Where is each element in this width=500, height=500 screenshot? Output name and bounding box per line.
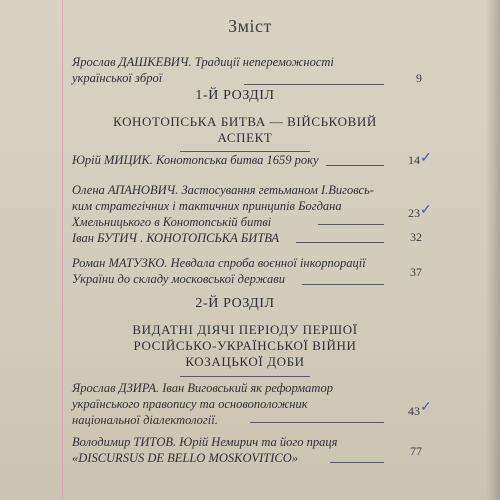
entry-title-line: ким стратегічних і тактичних принципів Богдана	[72, 199, 342, 213]
entry-author: Юрій МИЦИК.	[72, 153, 153, 167]
section-divider	[180, 376, 310, 377]
toc-entry[interactable]	[72, 54, 392, 86]
checkmark-icon: ✓	[420, 151, 432, 166]
page-title: Зміст	[228, 16, 272, 36]
entry-title-line: українського правопису та основоположник	[72, 397, 308, 411]
section-subtitle-line: РОСІЙСЬКО-УКРАЇНСЬКОЇ ВІЙНИ	[133, 338, 357, 353]
entry-author: Володимир ТИТОВ.	[72, 435, 177, 449]
margin-line	[62, 0, 63, 500]
entry-title-line: Традиції непереможності	[191, 55, 334, 69]
entry-page-number: 14	[408, 153, 420, 167]
entry-title-line: України до складу московської держави	[72, 272, 285, 286]
section-subtitle	[80, 322, 410, 370]
entry-page-number: 37	[410, 265, 422, 279]
toc-entry[interactable]	[72, 255, 392, 287]
dot-leader	[330, 462, 384, 463]
entry-page-number: 23	[408, 206, 420, 220]
section-label: 1-Й РОЗДІЛ	[195, 88, 275, 103]
section-subtitle-line: ВИДАТНІ ДІЯЧІ ПЕРІОДУ ПЕРШОЇ	[132, 322, 358, 337]
entry-title-line: «DISCURSUS DE BELLO MOSKOVITICO»	[72, 451, 299, 465]
entry-author: Ярослав ДЗИРА.	[72, 381, 160, 395]
section-subtitle-line: КОНОТОПСЬКА БИТВА — ВІЙСЬКОВИЙ	[113, 114, 377, 129]
entry-author: Олена АПАНОВИЧ.	[72, 183, 179, 197]
dot-leader	[302, 284, 384, 285]
dot-leader	[318, 224, 384, 225]
section-subtitle	[80, 114, 410, 146]
page-edge-shadow	[486, 0, 500, 500]
entry-author: Іван БУТИЧ .	[72, 231, 144, 245]
dot-leader	[244, 84, 384, 85]
entry-title-line: національної діалектології.	[72, 413, 218, 427]
entry-title-line: Невдала спроба воєнної інкорпорації	[167, 256, 366, 270]
entry-title-line: Застосування гетьманом І.Виговсь-	[178, 183, 374, 197]
entry-title-line: Конотопська битва 1659 року	[152, 153, 319, 167]
entry-title-line: української зброї	[72, 71, 163, 85]
entry-title-line: Хмельницького в Конотопській битві	[72, 215, 272, 229]
dot-leader	[250, 422, 384, 423]
dot-leader	[326, 165, 384, 166]
entry-title-line: Іван Виговський як реформатор	[159, 381, 333, 395]
checkmark-icon: ✓	[420, 203, 432, 218]
toc-entry[interactable]	[72, 182, 392, 230]
entry-page-number: 43	[408, 404, 420, 418]
section-subtitle-line: АСПЕКТ	[217, 130, 273, 145]
entry-title-line: КОНОТОПСЬКА БИТВА	[143, 231, 280, 245]
entry-page-number: 9	[416, 71, 422, 85]
section-subtitle-line: КОЗАЦЬКОЇ ДОБИ	[185, 354, 305, 369]
section-label: 2-Й РОЗДІЛ	[195, 296, 275, 311]
entry-author: Роман МАТУЗКО.	[72, 256, 168, 270]
toc-entry[interactable]	[72, 380, 392, 428]
dot-leader	[296, 242, 384, 243]
entry-page-number: 77	[410, 444, 422, 458]
checkmark-icon: ✓	[420, 400, 432, 415]
toc-entry[interactable]	[72, 230, 392, 246]
entry-author: Ярослав ДАШКЕВИЧ.	[72, 55, 192, 69]
entry-page-number: 32	[410, 230, 422, 244]
entry-title-line: Юрій Немирич та його праця	[176, 435, 338, 449]
